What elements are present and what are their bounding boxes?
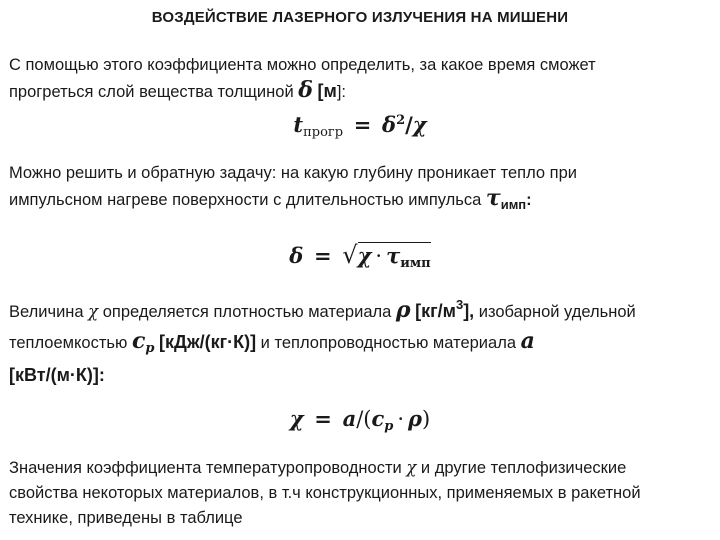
f1-equals: = bbox=[353, 112, 372, 137]
tau-subscript: имп bbox=[500, 197, 527, 212]
formula-heating-time bbox=[0, 106, 720, 148]
f3-dot: · bbox=[397, 407, 405, 431]
f1-t: t bbox=[293, 112, 304, 137]
p3-unit-rho: [кг/м bbox=[415, 301, 456, 321]
p4-text-a: Значения коэффициента температуропроводности bbox=[9, 459, 407, 477]
f2-radicand bbox=[357, 242, 431, 271]
tau-symbol: τ bbox=[485, 185, 501, 211]
p3-rho: ρ bbox=[395, 297, 411, 323]
p3-text-e: и теплопроводностью материала bbox=[256, 334, 521, 352]
formula-diffusivity bbox=[0, 404, 720, 442]
paragraph-2 bbox=[9, 161, 715, 217]
f3-open: /( bbox=[356, 407, 372, 431]
f1-t-subscript: прогр bbox=[303, 125, 344, 140]
f3-a: a bbox=[342, 406, 357, 431]
f2-sqrt-sign: √ bbox=[342, 241, 358, 269]
f3-rho: ρ bbox=[408, 406, 423, 431]
f2-tau-subscript: имп bbox=[400, 256, 431, 271]
p3-unit-a: [кВт/(м·К)]: bbox=[9, 365, 105, 385]
paragraph-4-line-3: технике, приведены в таблице bbox=[9, 509, 243, 527]
paragraph-2-line-1: Можно решить и обратную задачу: на какую глубину проникает тепло при bbox=[9, 164, 577, 182]
p3-unit-c: [кДж/(кг·К)] bbox=[159, 332, 257, 352]
p3-text-a: Величина bbox=[9, 303, 89, 321]
f3-c-subscript: p bbox=[384, 419, 394, 434]
f2-dot: · bbox=[375, 244, 383, 268]
f2-tau: τ bbox=[386, 243, 401, 268]
paragraph-3-line-3 bbox=[9, 363, 715, 389]
p4-chi: χ bbox=[406, 458, 417, 477]
p4-text-b: и другие теплофизические bbox=[416, 459, 627, 477]
paragraph-2-line-2-text: импульсном нагреве поверхности с длительностью импульса bbox=[9, 191, 486, 209]
paragraph-3 bbox=[9, 292, 715, 389]
f3-equals: = bbox=[314, 406, 332, 431]
paragraph-1-line-2-text: прогреться слой вещества толщиной bbox=[9, 83, 299, 101]
f3-chi: χ bbox=[289, 406, 304, 431]
paragraph-2-line-2 bbox=[9, 186, 715, 217]
p3-chi: χ bbox=[88, 302, 99, 321]
slide-title: ВОЗДЕЙСТВИЕ ЛАЗЕРНОГО ИЗЛУЧЕНИЯ НА МИШЕНИ bbox=[151, 9, 569, 26]
f3-close: ) bbox=[422, 407, 431, 431]
paragraph-4 bbox=[9, 455, 715, 531]
p3-c-subscript: p bbox=[145, 341, 155, 356]
p3-unit-rho-exp: 3 bbox=[455, 297, 464, 312]
formula-penetration-depth bbox=[0, 240, 720, 279]
unit-meter-tail: ]: bbox=[336, 83, 347, 101]
f1-chi: χ bbox=[412, 112, 427, 137]
p3-text-c: изобарной удельной bbox=[474, 303, 636, 321]
paragraph-1 bbox=[9, 53, 715, 105]
p3-text-b: определяется плотностью материала bbox=[98, 303, 396, 321]
paragraph-2-colon: : bbox=[526, 191, 532, 209]
paragraph-1-line-1: С помощью этого коэффициента можно определить, за какое время сможет bbox=[9, 56, 596, 74]
f2-equals: = bbox=[314, 243, 332, 268]
f1-delta: δ bbox=[382, 112, 397, 137]
paragraph-1-line-2 bbox=[9, 78, 715, 105]
paragraph-4-line-2: свойства некоторых материалов, в т.ч конструкционных, применяемых в ракетной bbox=[9, 484, 641, 502]
paragraph-3-line-2 bbox=[9, 329, 715, 361]
delta-symbol: δ bbox=[298, 77, 313, 103]
p3-c: c bbox=[131, 328, 146, 354]
f2-chi: χ bbox=[357, 243, 372, 268]
p3-unit-rho-end: ], bbox=[463, 301, 475, 321]
paragraph-3-line-1 bbox=[9, 292, 715, 325]
p3-a: a bbox=[520, 328, 535, 354]
unit-meter: [м bbox=[317, 81, 337, 101]
f2-delta: δ bbox=[289, 243, 304, 268]
paragraph-4-line-1 bbox=[9, 455, 715, 481]
p3-text-d: теплоемкостью bbox=[9, 334, 132, 352]
f1-slash: / bbox=[405, 112, 413, 137]
f1-exponent: 2 bbox=[396, 113, 406, 128]
f3-c: c bbox=[371, 406, 385, 431]
